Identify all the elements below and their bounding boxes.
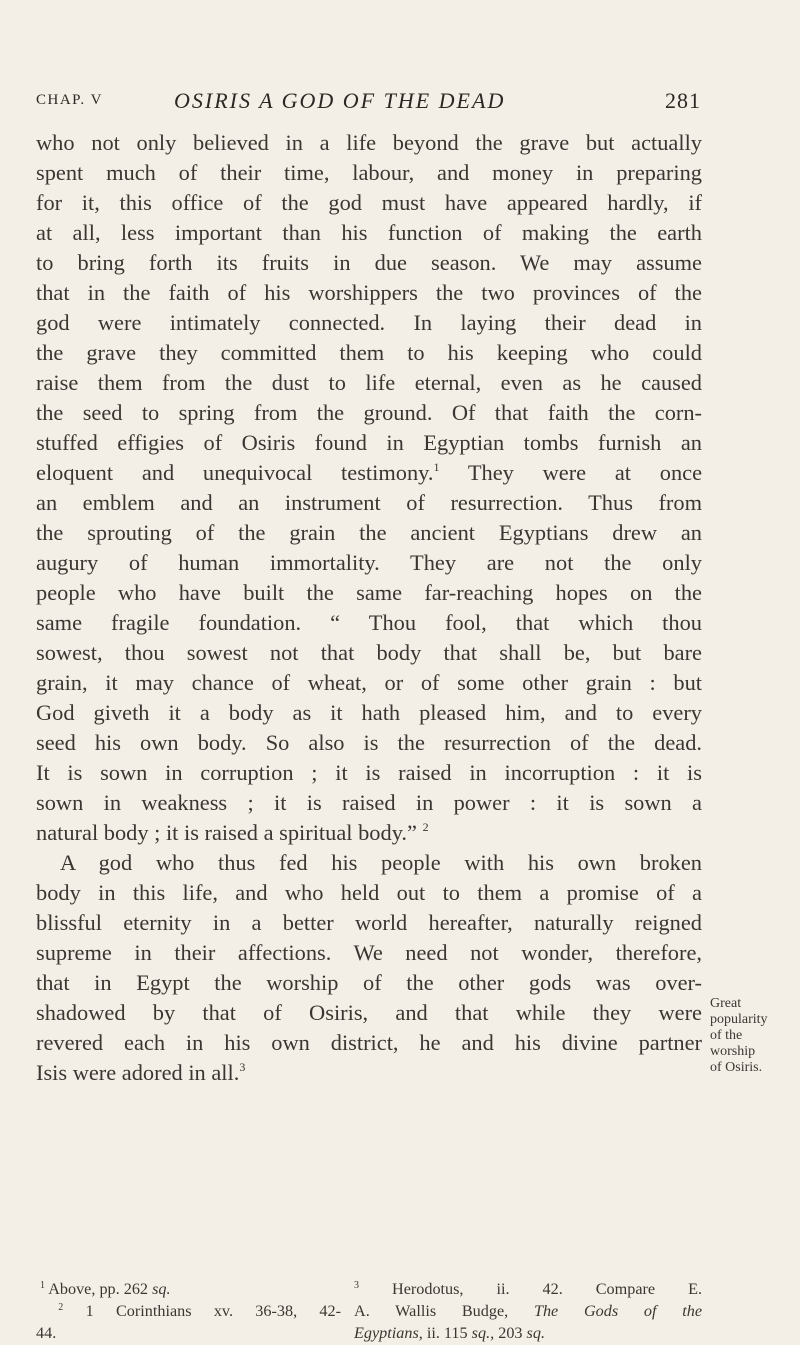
footnote-2-cont: 44. — [36, 1324, 57, 1342]
footnote-ref-2[interactable]: 2 — [422, 820, 429, 834]
text-line: to bring forth its fruits in due season. We may assume — [36, 250, 702, 275]
text-segment: natural body ; it is raised a spiritual body.” — [36, 820, 417, 845]
text-line: the grave they committed them to his keeping who could — [36, 340, 702, 365]
footnote-1-text: Above, pp. 262 — [48, 1280, 149, 1298]
text-line: sown in weakness ; it is raised in power : it is sown a — [36, 790, 702, 815]
margin-note-line: of the — [710, 1028, 743, 1043]
text-line: for it, this office of the god must have appeared hardly, if — [36, 190, 702, 215]
margin-note — [710, 996, 798, 1076]
running-header — [36, 88, 701, 118]
text-line: that in Egypt the worship of the other gods was over- — [36, 970, 702, 995]
main-text — [36, 128, 702, 1088]
text-line: supreme in their affections. We need not wonder, therefore, — [36, 940, 702, 965]
footnote-1-sq: sq. — [152, 1280, 171, 1298]
footnote-3-author: A. Wallis Budge, — [354, 1302, 509, 1320]
footnote-3-cont — [354, 1322, 702, 1344]
margin-note-line: Great — [710, 996, 742, 1011]
text-line: who not only believed in a life beyond the grave but actually — [36, 130, 702, 155]
text-line: raise them from the dust to life eternal, even as he caused — [36, 370, 702, 395]
text-line: seed his own body. So also is the resurrection of the dead. — [36, 730, 702, 755]
footnote-3-book-title: The Gods of the — [533, 1302, 703, 1320]
footnote-ref-3[interactable]: 3 — [239, 1060, 246, 1074]
footnote-1 — [36, 1278, 341, 1300]
footnote-2-mark: 2 — [58, 1302, 64, 1313]
footnote-2-text: 1 Corinthians xv. 36-38, 42- — [85, 1302, 341, 1320]
text-line: an emblem and an instrument of resurrection. Thus from — [36, 490, 702, 515]
text-line: shadowed by that of Osiris, and that while they were — [36, 1000, 702, 1025]
text-line: god were intimately connected. In laying their dead in — [36, 310, 702, 335]
margin-note-line: worship — [710, 1044, 756, 1059]
footnote-3-cont — [354, 1300, 702, 1322]
text-line: It is sown in corruption ; it is raised in incorruption : it is — [36, 760, 702, 785]
text-line-with-footnote — [36, 1058, 702, 1088]
text-line: revered each in his own district, he and his divine partner — [36, 1030, 702, 1055]
text-line: the sprouting of the grain the ancient Egyptians drew an — [36, 520, 702, 545]
footnote-3-mark: 3 — [354, 1280, 359, 1291]
text-line: body in this life, and who held out to them a promise of a — [36, 880, 702, 905]
running-title: OSIRIS A GOD OF THE DEAD — [174, 88, 506, 113]
footnote-3-ref: 203 — [498, 1324, 523, 1342]
text-line-with-footnote — [36, 458, 702, 488]
page-number: 281 — [665, 88, 701, 113]
text-line: A god who thus fed his people with his own broken — [60, 850, 702, 875]
footnote-1-mark: 1 — [40, 1280, 46, 1291]
text-line: blissful eternity in a better world hereafter, naturally reigned — [36, 910, 702, 935]
text-line: sowest, thou sowest not that body that shall be, but bare — [36, 640, 702, 665]
text-line: grain, it may chance of wheat, or of some other grain : but — [36, 670, 702, 695]
text-line: God giveth it a body as it hath pleased him, and to every — [36, 700, 702, 725]
margin-note-line: popularity — [710, 1012, 768, 1027]
footnote-3-ref: ii. 115 — [426, 1324, 468, 1342]
footnote-3-book-title-end: Egyptians, — [354, 1324, 423, 1342]
text-line-with-footnote — [36, 818, 702, 848]
text-line: spent much of their time, labour, and money in preparing — [36, 160, 702, 185]
text-segment: Isis were adored in all. — [36, 1060, 240, 1085]
footnote-3-sq: sq., — [471, 1324, 495, 1342]
footnote-3-sq: sq. — [526, 1324, 545, 1342]
footnote-3 — [354, 1278, 702, 1300]
text-line: the seed to spring from the ground. Of that faith the corn- — [36, 400, 702, 425]
footnote-3-line1: Herodotus, ii. 42. Compare E. — [392, 1280, 703, 1298]
text-line: at all, less important than his function of making the earth — [36, 220, 702, 245]
text-segment: eloquent and unequivocal testimony. — [36, 460, 434, 485]
footnotes-right-column — [354, 1278, 702, 1344]
chapter-label: CHAP. V — [36, 92, 103, 108]
footnotes-left-column — [36, 1278, 341, 1344]
text-line: stuffed effigies of Osiris found in Egyptian tombs furnish an — [36, 430, 702, 455]
text-line: augury of human immortality. They are not the only — [36, 550, 702, 575]
text-line: same fragile foundation. “ Thou fool, that which thou — [36, 610, 702, 635]
margin-note-line: of Osiris. — [710, 1060, 763, 1075]
text-line: that in the faith of his worshippers the two provinces of the — [36, 280, 702, 305]
text-segment: They were at once — [467, 460, 702, 485]
footnote-2 — [36, 1300, 341, 1322]
text-line: people who have built the same far-reaching hopes on the — [36, 580, 702, 605]
footnote-ref-1[interactable]: 1 — [433, 460, 440, 474]
